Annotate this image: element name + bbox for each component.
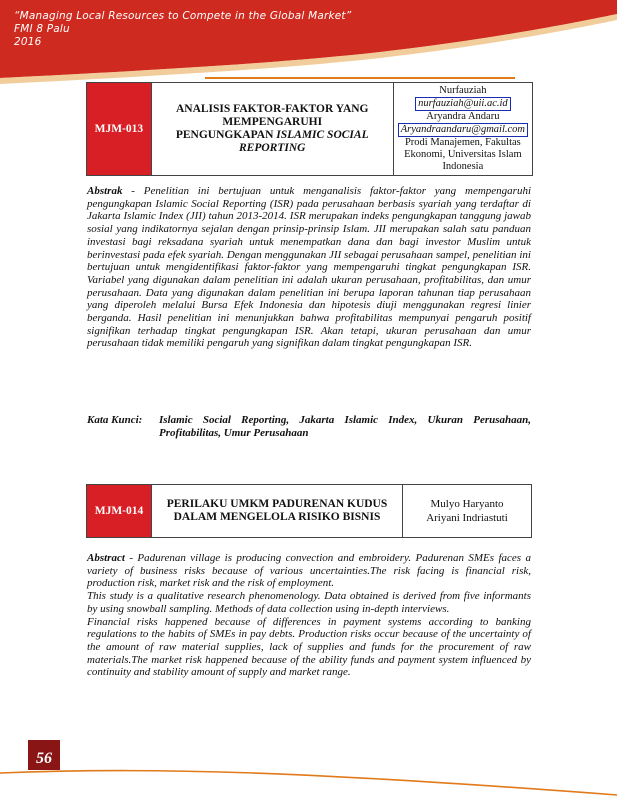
- author-email-link[interactable]: Aryandraandaru@gmail.com: [398, 123, 528, 137]
- author-name: Aryandra Andaru: [426, 111, 500, 122]
- conference-tagline: “Managing Local Resources to Compete in the Global Market”: [14, 10, 352, 22]
- abstract-label: Abstract: [87, 552, 125, 564]
- paper2-code: MJM-014: [87, 485, 152, 538]
- paper1-title: [151, 83, 393, 176]
- paper1-title-line: MEMPENGARUHI: [222, 116, 323, 128]
- paper1-title-italic: REPORTING: [239, 142, 306, 154]
- banner-text: [14, 10, 351, 49]
- page-number: 56: [28, 740, 60, 770]
- abstract-text: - Padurenan village is producing convection and embroidery. Padurenan SMEs faces a variety of business risks because of various uncertainties.The risk facing is financial risk, production risk, market risk and the risk of employment.: [87, 552, 531, 590]
- footer-curve: [0, 765, 617, 800]
- abstract-text: - Penelitian ini bertujuan untuk menganalisis faktor-faktor yang mempengaruhi pengungkapan Islamic Social Reporting (ISR) pada perusahaan berbasis syariah yang terdaftar di Jakarta Islamic Index (JII) tahun 2013-2014. ISR merupakan indeks pengungkapan tanggung jawab sosial yang indikatornya sejalan dengan prinsip-prinsip Islam. JII merupakan salah satu panduan investasi bagi reksadana syariah untuk menempatkan dana dan bagi investor Muslim untuk berinvestasi pada efek syariah. Dengan menggunakan JII sebagai perusahaan sampel, penelitian ini bertujuan untuk mengidentifikasi faktor-faktor yang mempengaruhi tingkat pengungkapan ISR. Variabel yang digunakan dalam penelitian ini adalah ukuran perusahaan, profitabilitas, dan umur perusahaan. Data yang digunakan dalam penelitian ini berupa laporan tahunan tiap perusahaan yang diperoleh melalui Bursa Efek Indonesia dan hipotesis diuji menggunakan regresi linier berganda. Hasil penelitian ini menunjukkan bahwa profitabilitas mempunyai pengaruh positif signifikan terhadap tingkat pengungkapan ISR. Akan tetapi, ukuran perusahaan dan umur perusahaan tidak memiliki pengaruh yang signifikan dalam tingkat pengungkapan ISR.: [87, 185, 531, 350]
- abstract-paragraph: Financial risks happened because of differences in payment systems according to banking regulations to the habits of SMEs in pay debts. Production risks occur because of the uncertainty of the amount of raw material supplies, lack of supplies and funds for the procurement of raw materials.The market risk happened because of the ability funds and payment system influenced by continuity and stability amount of supply and market range.: [87, 615, 531, 679]
- header-rule: [205, 77, 515, 79]
- paper2-title-line: DALAM MENGELOLA RISIKO BISNIS: [173, 511, 381, 523]
- keywords-label: Kata Kunci:: [87, 414, 143, 426]
- paper1-title-plain: PENGUNGKAPAN: [175, 129, 277, 141]
- author-affiliation: Indonesia: [442, 161, 484, 172]
- paper2-header-table: [86, 484, 532, 538]
- paper1-title-italic: ISLAMIC SOCIAL: [276, 129, 369, 141]
- author-name: Nurfauziah: [439, 85, 487, 96]
- paper1-title-line: [158, 129, 387, 142]
- header-banner: [0, 0, 617, 86]
- abstract-paragraph: This study is a qualitative research phenomenology. Data obtained is derived from five informants by using snowball sampling. Methods of data collection using in-depth interviews.: [87, 590, 531, 615]
- paper2-authors: [403, 485, 532, 538]
- paper1-authors: [393, 83, 532, 176]
- paper1-code: MJM-013: [87, 83, 152, 176]
- paper1-keywords: [87, 414, 531, 440]
- author-affiliation: Prodi Manajemen, Fakultas: [404, 137, 521, 148]
- paper1-abstract: [87, 185, 531, 350]
- paper1-header-table: [86, 82, 533, 176]
- conference-year: 2016: [14, 36, 42, 48]
- author-name: Ariyani Indriastuti: [426, 512, 508, 524]
- author-email-link[interactable]: nurfauziah@uii.ac.id: [415, 97, 511, 111]
- conference-event: FMI 8 Palu: [14, 23, 70, 35]
- paper2-title-line: PERILAKU UMKM PADURENAN KUDUS: [166, 498, 388, 510]
- author-name: Mulyo Haryanto: [430, 498, 504, 510]
- keywords-text: Islamic Social Reporting, Jakarta Islamic Index, Ukuran Perusahaan, Profitabilitas, Umur Perusahaan: [159, 414, 531, 439]
- paper2-abstract: [87, 552, 531, 679]
- paper1-title-line: ANALISIS FAKTOR-FAKTOR YANG: [175, 103, 369, 115]
- paper2-title: [152, 485, 403, 538]
- paper1-title-line: [158, 142, 387, 155]
- author-affiliation: Ekonomi, Universitas Islam: [404, 149, 522, 160]
- abstract-label: Abstrak: [87, 185, 123, 197]
